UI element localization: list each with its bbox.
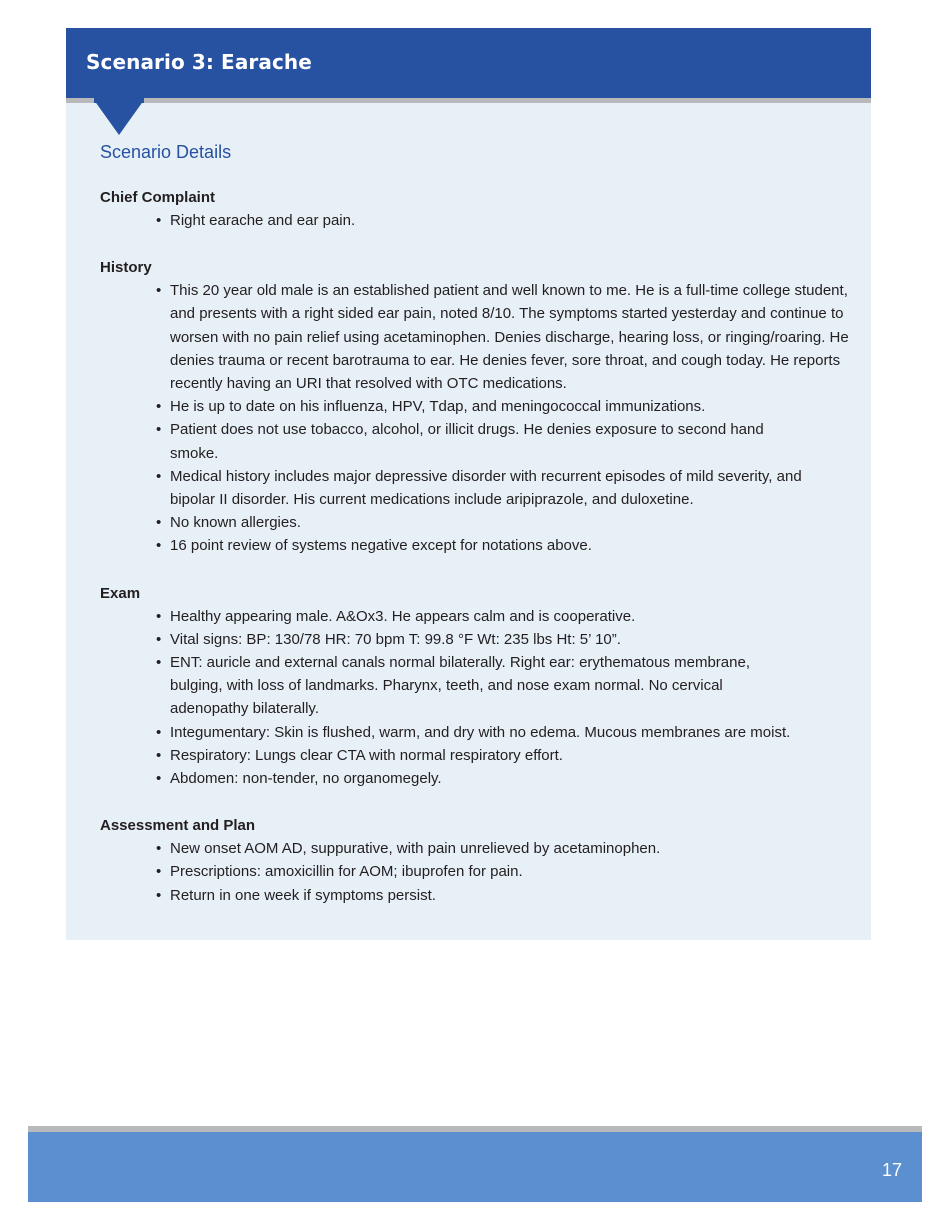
exam-heading: Exam xyxy=(100,584,141,602)
exam-list xyxy=(156,605,850,791)
list-item: • He is up to date on his influenza, HPV, Tdap, and meningococcal immunizations. xyxy=(156,395,850,418)
assessment-plan-list xyxy=(156,837,850,907)
list-item: • Integumentary: Skin is flushed, warm, and dry with no edema. Mucous membranes are moist. xyxy=(156,721,850,744)
list-item: • No known allergies. xyxy=(156,511,850,534)
list-item: • New onset AOM AD, suppurative, with pain unrelieved by acetaminophen. xyxy=(156,837,850,860)
list-item: • Abdomen: non-tender, no organomegely. xyxy=(156,767,850,790)
assessment-plan-heading: Assessment and Plan xyxy=(100,817,256,835)
header-divider xyxy=(66,98,871,103)
list-item: • Medical history includes major depressive disorder with recurrent episodes of mild severity, and bipolar II disorder. His current medications include aripiprazole, and duloxetine. xyxy=(156,465,850,511)
history-list xyxy=(156,279,850,557)
list-item: • Vital signs: BP: 130/78 HR: 70 bpm T: 99.8 °F Wt: 235 lbs Ht: 5’ 10”. xyxy=(156,628,850,651)
chief-complaint-heading: Chief Complaint xyxy=(100,189,215,206)
list-item: • This 20 year old male is an established patient and well known to me. He is a full-time college student, and presents with a right sided ear pain, noted 8/10. The symptoms started yesterday and continue to worsen with no pain relief using acetaminophen. Denies discharge, hearing loss, or ringing/roaring. He denies trauma or recent barotrauma to ear. He denies fever, sore throat, and cough today. He reports recently having an URI that resolved with OTC medications. xyxy=(156,279,850,395)
chief-complaint-list xyxy=(156,209,850,232)
header-pointer xyxy=(94,100,144,135)
list-item: • 16 point review of systems negative except for notations above. xyxy=(156,534,850,557)
exam-section xyxy=(100,582,850,791)
list-item: • Respiratory: Lungs clear CTA with normal respiratory effort. xyxy=(156,744,850,767)
page-title: Scenario 3: Earache xyxy=(86,50,312,74)
scenario-panel xyxy=(66,28,871,940)
history-heading: History xyxy=(100,259,152,277)
list-item: • Right earache and ear pain. xyxy=(156,209,850,232)
scenario-content xyxy=(100,142,850,931)
footer-bar xyxy=(28,1132,922,1202)
list-item: • Patient does not use tobacco, alcohol, or illicit drugs. He denies exposure to second hand smoke. xyxy=(156,418,850,464)
list-item: • Prescriptions: amoxicillin for AOM; ibuprofen for pain. xyxy=(156,860,850,883)
list-item: • Healthy appearing male. A&Ox3. He appears calm and is cooperative. xyxy=(156,605,850,628)
section-title: Scenario Details xyxy=(100,142,232,162)
list-item: • ENT: auricle and external canals normal bilaterally. Right ear: erythematous membrane, bulging, with loss of landmarks. Pharynx, teeth, and nose exam normal. No cervical adenopathy bilaterally. xyxy=(156,651,850,721)
list-item: • Return in one week if symptoms persist. xyxy=(156,884,850,907)
chief-complaint-section xyxy=(100,186,850,232)
page-number: 17 xyxy=(881,1160,902,1180)
history-section xyxy=(100,256,850,557)
assessment-plan-section xyxy=(100,814,850,907)
header-bar xyxy=(66,28,871,98)
